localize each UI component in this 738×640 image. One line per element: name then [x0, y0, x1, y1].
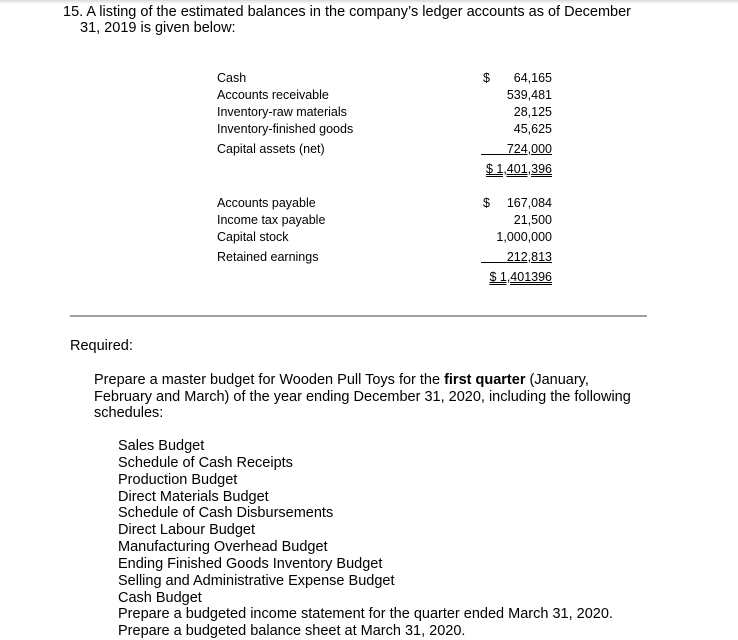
ledger-label: Retained earnings	[217, 250, 319, 264]
question-line-2: 31, 2019 is given below:	[80, 20, 236, 36]
dollar-sign: $	[483, 71, 490, 85]
list-item: Manufacturing Overhead Budget	[118, 539, 328, 556]
ledger-amount: 724,000	[506, 142, 552, 156]
list-item: Prepare a budgeted income statement for the quarter ended March 31, 2020.	[118, 606, 613, 623]
dollar-sign: $	[483, 196, 490, 210]
list-item: Prepare a budgeted balance sheet at March 31, 2020.	[118, 623, 466, 640]
question-line-1: 15. A listing of the estimated balances in the company’s ledger accounts as of December	[63, 4, 631, 20]
liabilities-equity-total: $ 1,401396	[489, 270, 552, 284]
intro-text: Prepare a master budget for Wooden Pull Toys for the	[94, 372, 445, 388]
list-item: Direct Labour Budget	[118, 522, 256, 539]
ledger-label: Capital stock	[217, 230, 289, 244]
ledger-amount: 167,084	[506, 196, 552, 210]
required-intro-line-3: schedules:	[94, 405, 164, 421]
ledger-amount: 28,125	[513, 105, 552, 119]
ledger-amount: 212,813	[506, 250, 552, 264]
required-intro-line-1	[94, 372, 589, 389]
ledger-label: Capital assets (net)	[217, 142, 325, 156]
list-item: Selling and Administrative Expense Budget	[118, 572, 395, 589]
ledger-amount: 539,481	[506, 88, 552, 102]
ledger-amount: 45,625	[513, 122, 552, 136]
ledger-amount: 21,500	[513, 213, 552, 227]
ledger-label: Accounts receivable	[217, 88, 329, 102]
required-intro-line-2: February and March) of the year ending December 31, 2020, including the following	[94, 389, 631, 405]
list-item: Schedule of Cash Receipts	[118, 454, 293, 471]
required-heading: Required:	[70, 338, 133, 354]
ledger-label: Income tax payable	[217, 213, 326, 227]
ledger-label: Inventory-raw materials	[217, 105, 347, 119]
ledger-amount: 64,165	[513, 71, 552, 85]
list-item: Cash Budget	[118, 589, 202, 606]
schedule-list	[118, 438, 613, 640]
ledger-label: Accounts payable	[217, 196, 316, 210]
intro-text: (January,	[525, 372, 589, 388]
underline-lead	[481, 142, 509, 156]
list-item: Production Budget	[118, 471, 238, 488]
list-item: Schedule of Cash Disbursements	[118, 505, 334, 522]
underline-lead	[481, 250, 509, 264]
list-item: Direct Materials Budget	[118, 488, 269, 505]
intro-bold-first-quarter: first quarter	[444, 372, 526, 388]
assets-total: $ 1,401,396	[485, 162, 552, 176]
section-divider	[70, 315, 647, 317]
ledger-amount: 1,000,000	[496, 230, 552, 244]
ledger-label: Cash	[217, 71, 247, 85]
ledger-label: Inventory-finished goods	[217, 122, 354, 136]
list-item: Sales Budget	[118, 438, 205, 454]
list-item: Ending Finished Goods Inventory Budget	[118, 555, 383, 572]
